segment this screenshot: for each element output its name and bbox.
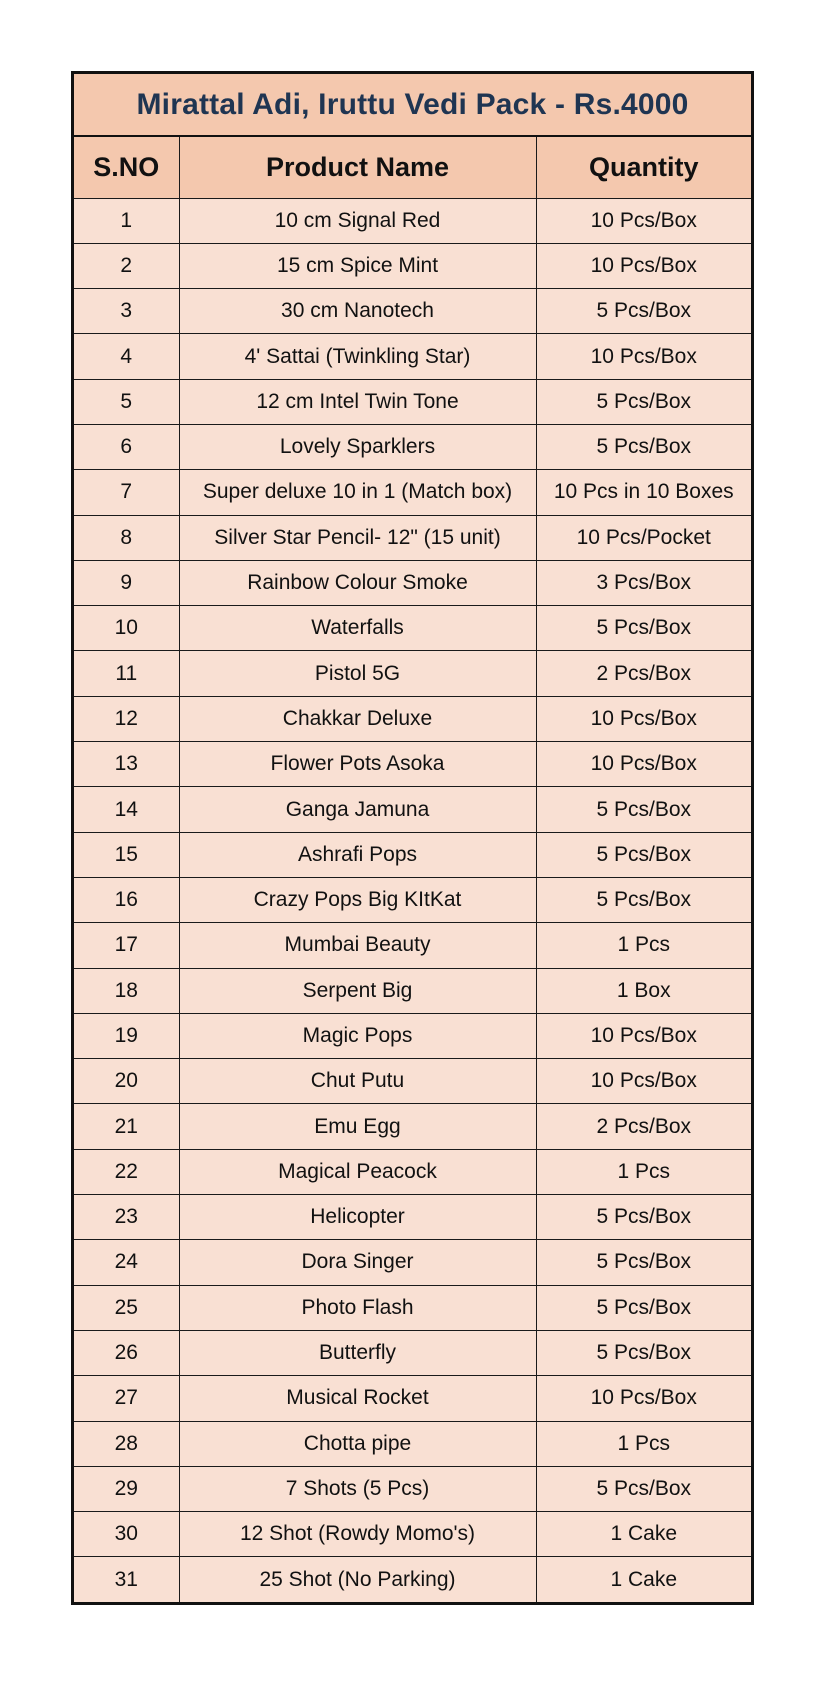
cell-sno: 12 xyxy=(74,696,179,741)
cell-product-name: 7 Shots (5 Pcs) xyxy=(179,1466,536,1511)
cell-sno: 14 xyxy=(74,787,179,832)
cell-product-name: 12 cm Intel Twin Tone xyxy=(179,379,536,424)
cell-quantity: 5 Pcs/Box xyxy=(536,379,751,424)
cell-quantity: 10 Pcs/Box xyxy=(536,1013,751,1058)
cell-sno: 4 xyxy=(74,334,179,379)
table-row xyxy=(74,1557,751,1602)
cell-sno: 19 xyxy=(74,1013,179,1058)
cell-quantity: 10 Pcs/Box xyxy=(536,1376,751,1421)
cell-quantity: 5 Pcs/Box xyxy=(536,424,751,469)
cell-product-name: Dora Singer xyxy=(179,1240,536,1285)
table-row xyxy=(74,742,751,787)
cell-product-name: Magic Pops xyxy=(179,1013,536,1058)
table-row xyxy=(74,470,751,515)
pack-title: Mirattal Adi, Iruttu Vedi Pack - Rs.4000 xyxy=(74,74,751,137)
cell-product-name: Flower Pots Asoka xyxy=(179,742,536,787)
cell-sno: 26 xyxy=(74,1330,179,1375)
table-row xyxy=(74,877,751,922)
cell-product-name: Magical Peacock xyxy=(179,1149,536,1194)
cell-quantity: 5 Pcs/Box xyxy=(536,289,751,334)
cell-product-name: 12 Shot (Rowdy Momo's) xyxy=(179,1512,536,1557)
cell-quantity: 10 Pcs/Box xyxy=(536,198,751,243)
cell-sno: 22 xyxy=(74,1149,179,1194)
cell-sno: 6 xyxy=(74,424,179,469)
table-row xyxy=(74,379,751,424)
table-row xyxy=(74,606,751,651)
table-row xyxy=(74,1059,751,1104)
cell-product-name: Ganga Jamuna xyxy=(179,787,536,832)
cell-quantity: 2 Pcs/Box xyxy=(536,651,751,696)
cell-product-name: Lovely Sparklers xyxy=(179,424,536,469)
table-row xyxy=(74,1285,751,1330)
cell-sno: 17 xyxy=(74,923,179,968)
header-product-name: Product Name xyxy=(179,137,536,198)
cell-quantity: 10 Pcs/Pocket xyxy=(536,515,751,560)
cell-sno: 13 xyxy=(74,742,179,787)
cell-quantity: 1 Pcs xyxy=(536,923,751,968)
table-row xyxy=(74,198,751,243)
cell-quantity: 10 Pcs/Box xyxy=(536,243,751,288)
cell-quantity: 3 Pcs/Box xyxy=(536,560,751,605)
table-row xyxy=(74,696,751,741)
table-row xyxy=(74,334,751,379)
table-row xyxy=(74,1149,751,1194)
cell-quantity: 10 Pcs/Box xyxy=(536,334,751,379)
table-row xyxy=(74,1330,751,1375)
table-row xyxy=(74,1512,751,1557)
table-row xyxy=(74,787,751,832)
table-row xyxy=(74,651,751,696)
table-row xyxy=(74,832,751,877)
cell-sno: 15 xyxy=(74,832,179,877)
cell-product-name: Chotta pipe xyxy=(179,1421,536,1466)
cell-quantity: 5 Pcs/Box xyxy=(536,1330,751,1375)
cell-sno: 30 xyxy=(74,1512,179,1557)
cell-quantity: 5 Pcs/Box xyxy=(536,1240,751,1285)
cell-quantity: 10 Pcs/Box xyxy=(536,696,751,741)
cell-product-name: Chut Putu xyxy=(179,1059,536,1104)
cell-sno: 27 xyxy=(74,1376,179,1421)
cell-quantity: 5 Pcs/Box xyxy=(536,1466,751,1511)
cell-quantity: 5 Pcs/Box xyxy=(536,1195,751,1240)
price-list-table xyxy=(71,71,754,1605)
cell-product-name: Mumbai Beauty xyxy=(179,923,536,968)
cell-quantity: 5 Pcs/Box xyxy=(536,606,751,651)
cell-sno: 28 xyxy=(74,1421,179,1466)
cell-quantity: 2 Pcs/Box xyxy=(536,1104,751,1149)
table-row xyxy=(74,243,751,288)
cell-product-name: Waterfalls xyxy=(179,606,536,651)
cell-sno: 16 xyxy=(74,877,179,922)
cell-product-name: Serpent Big xyxy=(179,968,536,1013)
cell-product-name: Pistol 5G xyxy=(179,651,536,696)
cell-quantity: 1 Pcs xyxy=(536,1149,751,1194)
cell-sno: 23 xyxy=(74,1195,179,1240)
cell-quantity: 10 Pcs in 10 Boxes xyxy=(536,470,751,515)
cell-sno: 24 xyxy=(74,1240,179,1285)
cell-product-name: Rainbow Colour Smoke xyxy=(179,560,536,605)
cell-quantity: 1 Pcs xyxy=(536,1421,751,1466)
cell-sno: 5 xyxy=(74,379,179,424)
table-row xyxy=(74,1466,751,1511)
table-row xyxy=(74,1104,751,1149)
cell-sno: 21 xyxy=(74,1104,179,1149)
cell-quantity: 1 Cake xyxy=(536,1557,751,1602)
table-row xyxy=(74,968,751,1013)
header-quantity: Quantity xyxy=(536,137,751,198)
cell-product-name: Crazy Pops Big KItKat xyxy=(179,877,536,922)
cell-product-name: 10 cm Signal Red xyxy=(179,198,536,243)
cell-sno: 1 xyxy=(74,198,179,243)
header-sno: S.NO xyxy=(74,137,179,198)
table-row xyxy=(74,1421,751,1466)
cell-sno: 3 xyxy=(74,289,179,334)
table-row xyxy=(74,289,751,334)
product-table xyxy=(74,137,751,1602)
cell-product-name: 30 cm Nanotech xyxy=(179,289,536,334)
table-row xyxy=(74,1195,751,1240)
table-row xyxy=(74,560,751,605)
cell-quantity: 5 Pcs/Box xyxy=(536,1285,751,1330)
cell-sno: 8 xyxy=(74,515,179,560)
cell-product-name: 25 Shot (No Parking) xyxy=(179,1557,536,1602)
cell-product-name: 4' Sattai (Twinkling Star) xyxy=(179,334,536,379)
cell-quantity: 10 Pcs/Box xyxy=(536,742,751,787)
cell-product-name: Super deluxe 10 in 1 (Match box) xyxy=(179,470,536,515)
cell-product-name: 15 cm Spice Mint xyxy=(179,243,536,288)
cell-quantity: 1 Cake xyxy=(536,1512,751,1557)
cell-product-name: Chakkar Deluxe xyxy=(179,696,536,741)
cell-product-name: Silver Star Pencil- 12" (15 unit) xyxy=(179,515,536,560)
cell-product-name: Emu Egg xyxy=(179,1104,536,1149)
cell-product-name: Butterfly xyxy=(179,1330,536,1375)
cell-quantity: 5 Pcs/Box xyxy=(536,787,751,832)
table-row xyxy=(74,424,751,469)
cell-sno: 11 xyxy=(74,651,179,696)
cell-quantity: 1 Box xyxy=(536,968,751,1013)
table-row xyxy=(74,923,751,968)
table-row xyxy=(74,515,751,560)
cell-quantity: 5 Pcs/Box xyxy=(536,832,751,877)
cell-sno: 31 xyxy=(74,1557,179,1602)
cell-product-name: Photo Flash xyxy=(179,1285,536,1330)
cell-quantity: 10 Pcs/Box xyxy=(536,1059,751,1104)
cell-product-name: Helicopter xyxy=(179,1195,536,1240)
table-row xyxy=(74,1376,751,1421)
cell-product-name: Musical Rocket xyxy=(179,1376,536,1421)
cell-quantity: 5 Pcs/Box xyxy=(536,877,751,922)
table-row xyxy=(74,1013,751,1058)
cell-sno: 2 xyxy=(74,243,179,288)
cell-sno: 29 xyxy=(74,1466,179,1511)
cell-sno: 9 xyxy=(74,560,179,605)
cell-product-name: Ashrafi Pops xyxy=(179,832,536,877)
cell-sno: 20 xyxy=(74,1059,179,1104)
header-row xyxy=(74,137,751,198)
cell-sno: 25 xyxy=(74,1285,179,1330)
cell-sno: 7 xyxy=(74,470,179,515)
cell-sno: 10 xyxy=(74,606,179,651)
cell-sno: 18 xyxy=(74,968,179,1013)
table-row xyxy=(74,1240,751,1285)
